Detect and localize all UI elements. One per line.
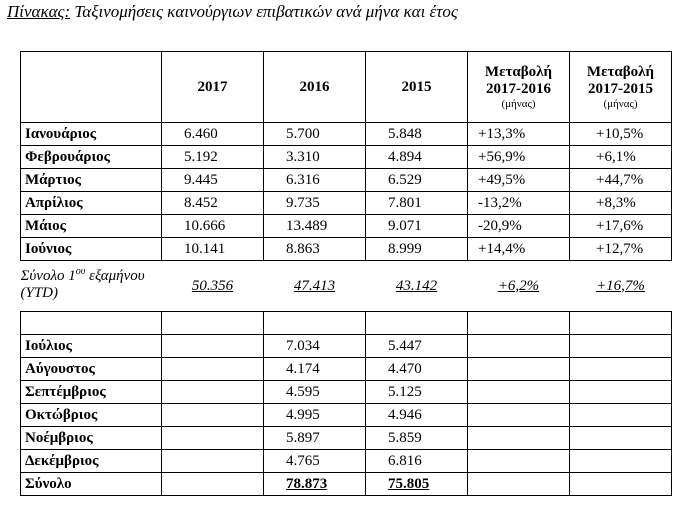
month-label: Μάρτιος — [21, 169, 162, 192]
change-2017-2016: +56,9% — [468, 146, 570, 169]
change-2017-2015: +6,1% — [570, 146, 672, 169]
table-row — [21, 427, 672, 450]
table-row — [21, 215, 672, 238]
header-2017: 2017 — [162, 52, 264, 123]
change-2017-2016: -13,2% — [468, 192, 570, 215]
month-label: Αύγουστος — [21, 358, 162, 381]
table-row — [21, 358, 672, 381]
table-row — [21, 381, 672, 404]
value-2016: 4.595 — [264, 381, 366, 404]
spacer-row — [21, 312, 672, 335]
ytd-value-2015: 43.142 — [366, 261, 468, 312]
value-2016: 6.316 — [264, 169, 366, 192]
value-2016: 3.310 — [264, 146, 366, 169]
ytd-label — [21, 261, 162, 312]
header-change-period: 2017-2016 — [486, 81, 551, 97]
change-2017-2015: +12,7% — [570, 238, 672, 261]
header-change-2017-2016 — [468, 52, 570, 123]
value-2015: 9.071 — [366, 215, 468, 238]
value-2015: 6.816 — [366, 450, 468, 473]
value-2016: 4.995 — [264, 404, 366, 427]
ytd-label-b: εξαμήνου (YTD) — [20, 268, 145, 301]
change-2017-2015: +8,3% — [570, 192, 672, 215]
caption-lead: Πίνακας: — [7, 2, 71, 21]
month-label: Ιούνιος — [21, 238, 162, 261]
month-label: Δεκέμβριος — [21, 450, 162, 473]
header-empty-cell — [21, 52, 162, 123]
month-label: Οκτώβριος — [21, 404, 162, 427]
total-value-2015: 75.805 — [366, 473, 468, 496]
change-2017-2016: +14,4% — [468, 238, 570, 261]
header-change-unit: (μήνας) — [501, 98, 536, 110]
value-2015: 5.447 — [366, 335, 468, 358]
total-row — [21, 473, 672, 496]
value-2015: 6.529 — [366, 169, 468, 192]
ytd-row — [21, 261, 672, 312]
value-2016: 13.489 — [264, 215, 366, 238]
ytd-value-2017: 50.356 — [162, 261, 264, 312]
value-2015: 5.125 — [366, 381, 468, 404]
table-row — [21, 404, 672, 427]
total-label: Σύνολο — [21, 473, 162, 496]
month-label: Απρίλιος — [21, 192, 162, 215]
value-2017: 10.141 — [162, 238, 264, 261]
header-change-label: Μεταβολή — [484, 64, 553, 80]
value-2015: 8.999 — [366, 238, 468, 261]
value-2017: 6.460 — [162, 123, 264, 146]
value-2016: 9.735 — [264, 192, 366, 215]
month-label: Ιούλιος — [21, 335, 162, 358]
table-row — [21, 169, 672, 192]
value-2015: 7.801 — [366, 192, 468, 215]
header-change-2017-2015 — [570, 52, 672, 123]
value-2017: 10.666 — [162, 215, 264, 238]
change-2017-2016: -20,9% — [468, 215, 570, 238]
change-2017-2015: +10,5% — [570, 123, 672, 146]
ytd-value-2016: 47.413 — [264, 261, 366, 312]
value-2015: 4.946 — [366, 404, 468, 427]
header-2016: 2016 — [264, 52, 366, 123]
value-2017: 8.452 — [162, 192, 264, 215]
header-2015: 2015 — [366, 52, 468, 123]
value-2015: 5.848 — [366, 123, 468, 146]
change-2017-2015: +44,7% — [570, 169, 672, 192]
change-2017-2016: +49,5% — [468, 169, 570, 192]
table-caption — [7, 2, 458, 22]
table-row — [21, 450, 672, 473]
ytd-label-sup: ου — [75, 266, 86, 277]
total-value-2016: 78.873 — [264, 473, 366, 496]
caption-text: Ταξινομήσεις καινούργιων επιβατικών ανά μήνα και έτος — [70, 2, 458, 21]
change-2017-2016: +13,3% — [468, 123, 570, 146]
value-2016: 8.863 — [264, 238, 366, 261]
month-label: Φεβρουάριος — [21, 146, 162, 169]
ytd-label-a: Σύνολο 1 — [20, 268, 76, 284]
value-2017: 9.445 — [162, 169, 264, 192]
table-row — [21, 192, 672, 215]
value-2016: 4.765 — [264, 450, 366, 473]
value-2016: 5.897 — [264, 427, 366, 450]
table-row — [21, 238, 672, 261]
value-2017: 5.192 — [162, 146, 264, 169]
change-2017-2015: +17,6% — [570, 215, 672, 238]
value-2016: 4.174 — [264, 358, 366, 381]
value-2015: 5.859 — [366, 427, 468, 450]
header-change-period: 2017-2015 — [588, 81, 653, 97]
table-row — [21, 123, 672, 146]
table-row — [21, 146, 672, 169]
header-row — [21, 52, 672, 123]
value-2016: 5.700 — [264, 123, 366, 146]
ytd-change-2017-2016: +6,2% — [468, 261, 570, 312]
month-label: Ιανουάριος — [21, 123, 162, 146]
value-2016: 7.034 — [264, 335, 366, 358]
header-change-unit: (μήνας) — [603, 98, 638, 110]
registrations-table — [20, 51, 672, 496]
value-2015: 4.894 — [366, 146, 468, 169]
month-label: Μάιος — [21, 215, 162, 238]
value-2015: 4.470 — [366, 358, 468, 381]
ytd-change-2017-2015: +16,7% — [570, 261, 672, 312]
header-change-label: Μεταβολή — [586, 64, 655, 80]
month-label: Σεπτέμβριος — [21, 381, 162, 404]
month-label: Νοέμβριος — [21, 427, 162, 450]
table-row — [21, 335, 672, 358]
